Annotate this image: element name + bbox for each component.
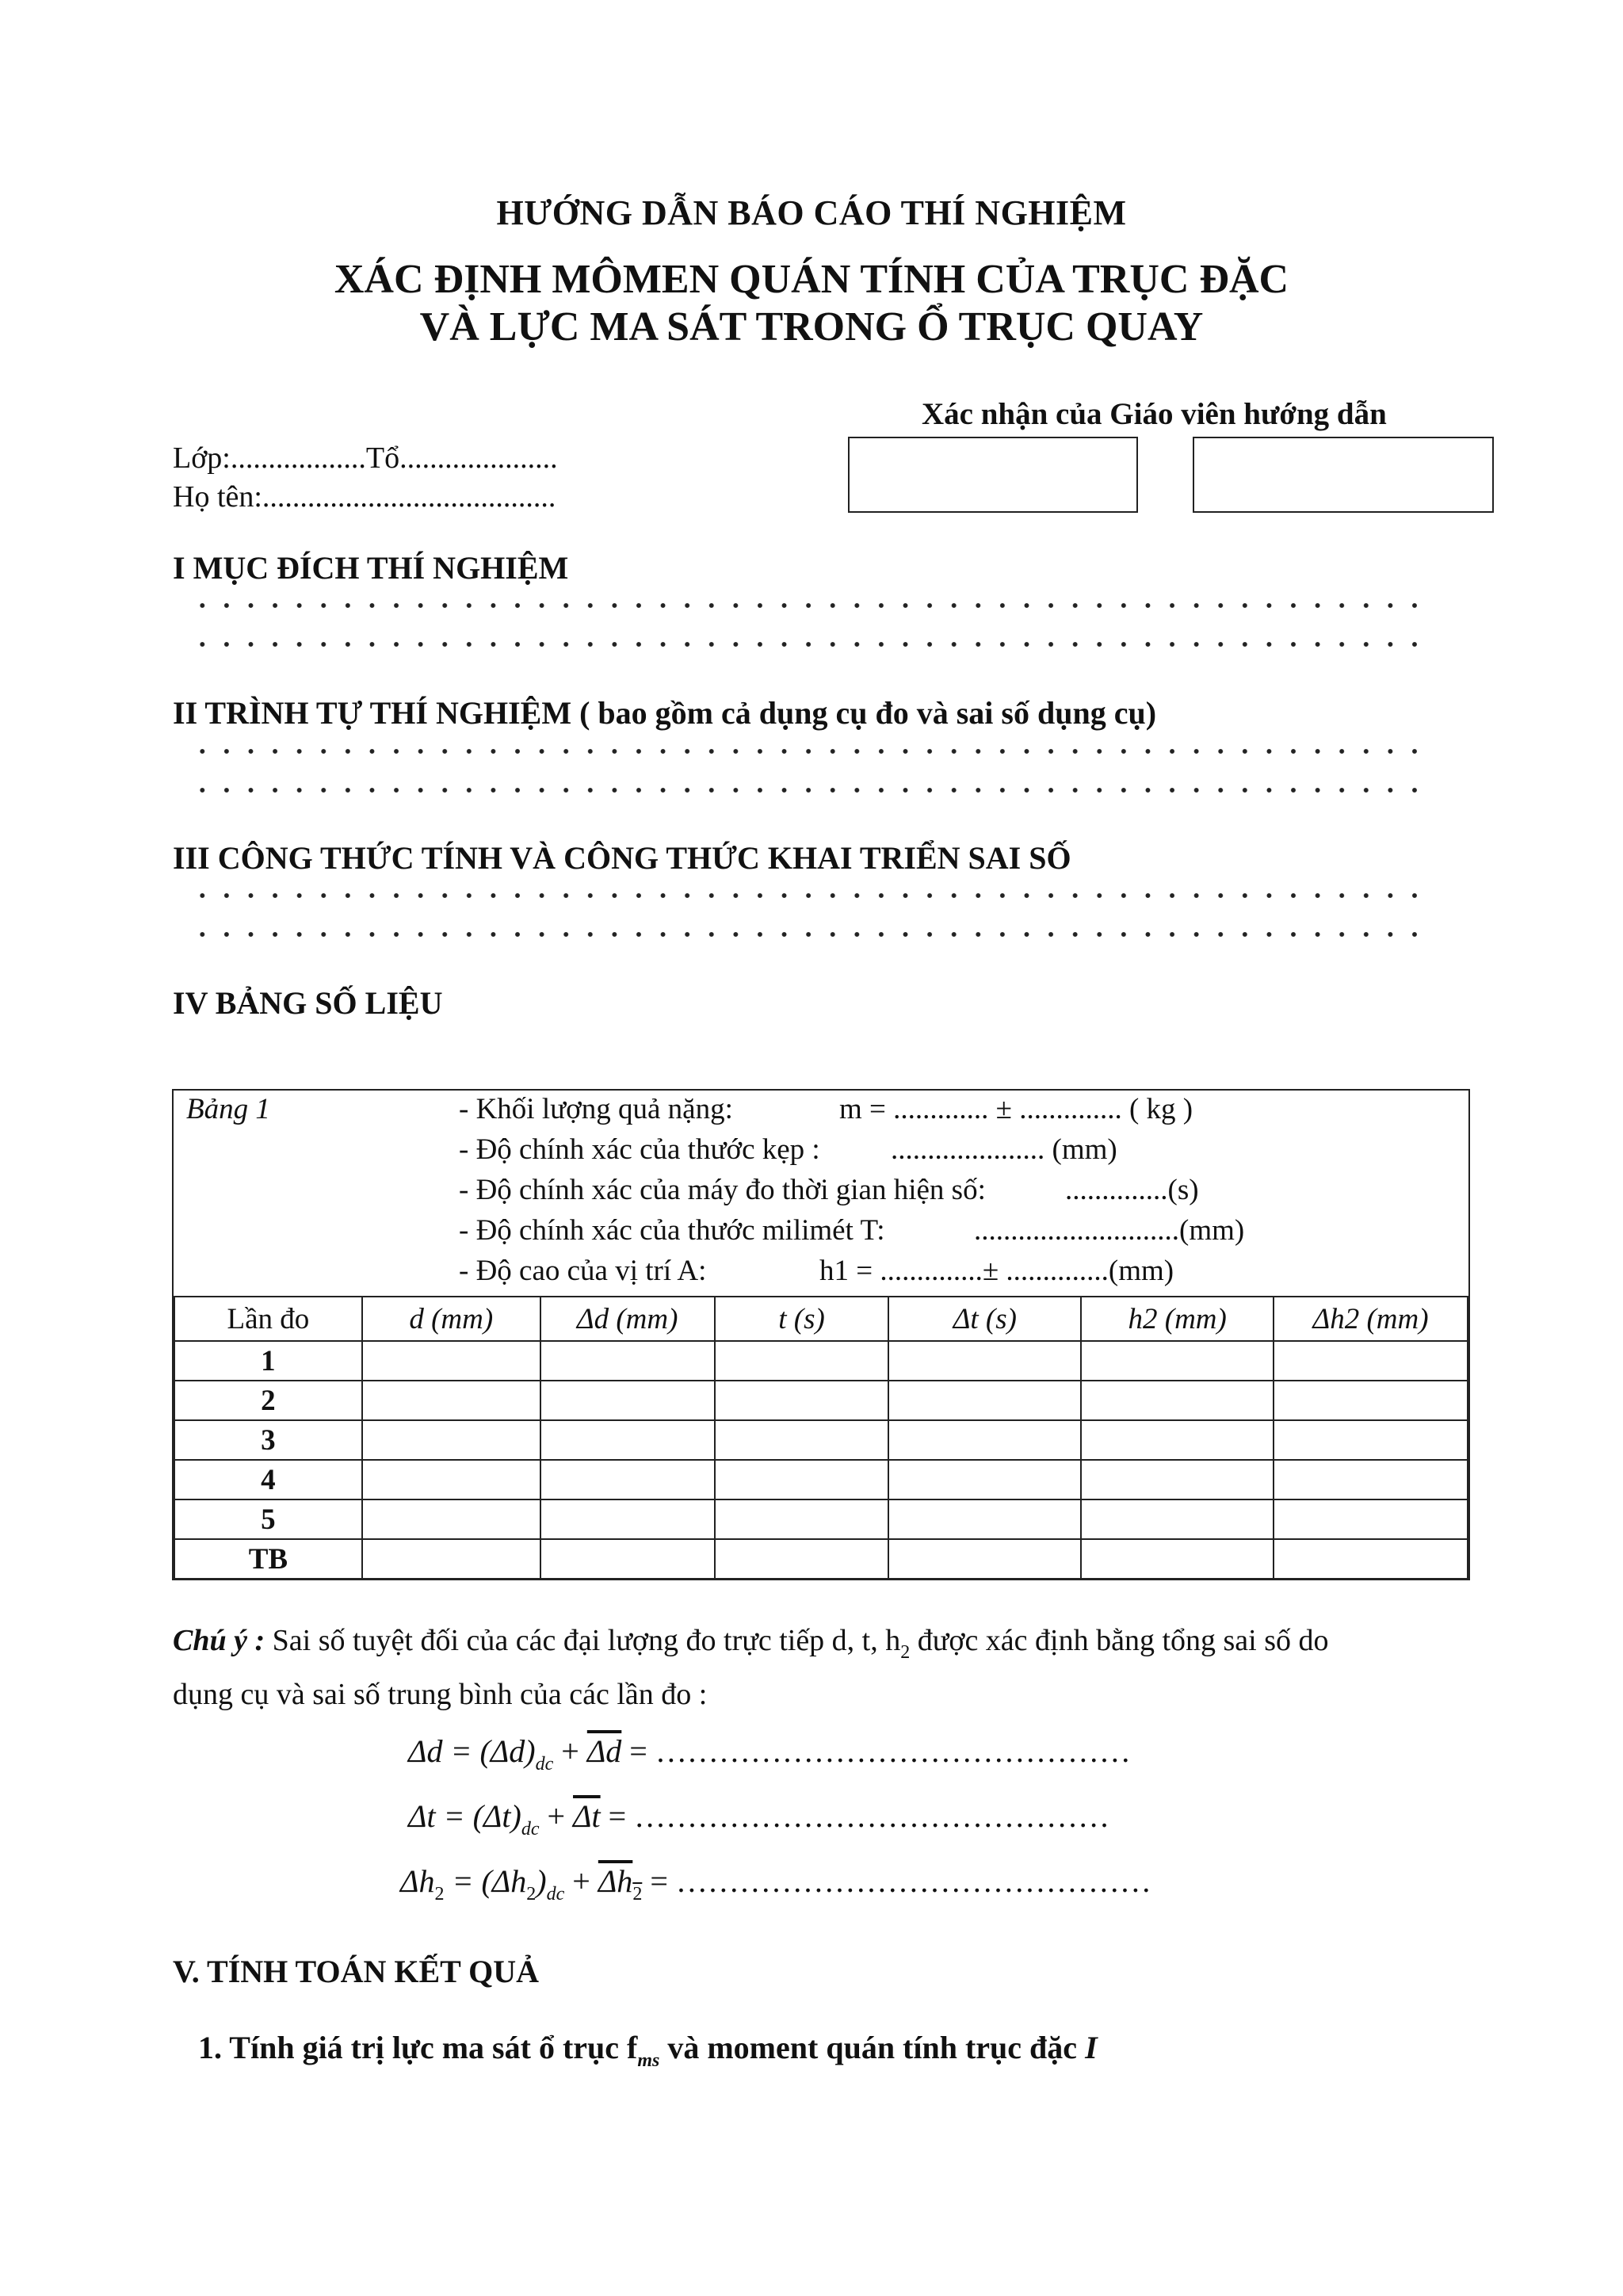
formula-plus: + xyxy=(539,1798,574,1834)
dotted-line xyxy=(190,640,1426,649)
formula-sub: dc xyxy=(546,1884,565,1904)
section-4-heading: IV BẢNG SỐ LIỆU xyxy=(173,985,443,1021)
formula-delta-d xyxy=(408,1733,1131,1775)
table-cell[interactable] xyxy=(1274,1460,1468,1499)
note-text: Sai số tuyệt đối của các đại lượng đo trực tiếp d, t, h xyxy=(265,1624,901,1657)
class-group-field[interactable]: Lớp:..................Tổ..................... xyxy=(173,441,558,475)
info-label-caliper: - Độ chính xác của thước kẹp : xyxy=(459,1133,820,1166)
formula-mean: $\overline{\Delta t}$ xyxy=(573,1798,601,1834)
table-cell[interactable] xyxy=(1274,1381,1468,1420)
table-cell[interactable] xyxy=(1274,1539,1468,1579)
table-cell[interactable] xyxy=(715,1499,889,1539)
table-cell[interactable] xyxy=(362,1341,540,1381)
run-number: 5 xyxy=(174,1499,362,1539)
table-cell[interactable] xyxy=(1081,1381,1274,1420)
run-number: 1 xyxy=(174,1341,362,1381)
table-caption: Bảng 1 xyxy=(186,1093,270,1125)
table-cell[interactable] xyxy=(1081,1420,1274,1460)
table-cell[interactable] xyxy=(1081,1341,1274,1381)
table-cell[interactable] xyxy=(362,1539,540,1579)
table-cell[interactable] xyxy=(715,1381,889,1420)
section-1-heading: I MỤC ĐÍCH THÍ NGHIỆM xyxy=(173,550,569,586)
info-label-height-a: - Độ cao của vị trí A: xyxy=(459,1255,707,1287)
col-header-t: t (s) xyxy=(715,1297,889,1341)
formula-lhs: Δt = (Δt) xyxy=(408,1798,521,1834)
info-value-mass[interactable]: m = ............. ± .............. ( kg ) xyxy=(839,1093,1193,1125)
doc-title-line1: HƯỚNG DẪN BÁO CÁO THÍ NGHIỆM xyxy=(496,193,1127,232)
formula-mid-sub: 2 xyxy=(526,1884,537,1904)
section-5-item-1 xyxy=(198,2029,1098,2072)
dotted-line xyxy=(190,747,1426,756)
section-2-heading: II TRÌNH TỰ THÍ NGHIỆM ( bao gồm cả dụng cụ đo và sai số dụng cụ) xyxy=(173,695,1157,731)
table-row xyxy=(174,1341,1468,1381)
measurement-grid xyxy=(174,1296,1468,1580)
col-header-h2: h2 (mm) xyxy=(1081,1297,1274,1341)
signature-box-2[interactable] xyxy=(1193,437,1494,513)
item-subscript: ms xyxy=(637,2050,660,2071)
run-number: 4 xyxy=(174,1460,362,1499)
formula-blank[interactable]: = ……………………………………… xyxy=(621,1733,1131,1769)
student-name-field[interactable]: Họ tên:....................................... xyxy=(173,480,556,514)
table-cell[interactable] xyxy=(1274,1341,1468,1381)
section-3-heading: III CÔNG THỨC TÍNH VÀ CÔNG THỨC KHAI TRIỂN SAI SỐ xyxy=(173,840,1071,876)
table-cell[interactable] xyxy=(540,1539,715,1579)
table-cell[interactable] xyxy=(362,1460,540,1499)
item-text-tail: và moment quán tính trục đặc xyxy=(659,2030,1086,2065)
formula-lhs: Δh xyxy=(400,1863,435,1899)
info-value-height-a[interactable]: h1 = ..............± ..............(mm) xyxy=(819,1255,1174,1287)
col-header-run: Lần đo xyxy=(174,1297,362,1341)
table-row xyxy=(174,1381,1468,1420)
dotted-line xyxy=(190,930,1426,939)
section-5-heading: V. TÍNH TOÁN KẾT QUẢ xyxy=(173,1954,540,1989)
formula-mean: $\overline{\Delta d}$ xyxy=(586,1733,622,1769)
note-line-2: dụng cụ và sai số trung bình của các lần đo : xyxy=(173,1678,708,1711)
dotted-line xyxy=(190,785,1426,795)
info-label-mass: - Khối lượng quả nặng: xyxy=(459,1093,733,1125)
run-number: 3 xyxy=(174,1420,362,1460)
table-cell[interactable] xyxy=(715,1460,889,1499)
run-number: 2 xyxy=(174,1381,362,1420)
table-cell[interactable] xyxy=(888,1381,1081,1420)
table-cell[interactable] xyxy=(540,1341,715,1381)
table-row xyxy=(174,1539,1468,1579)
info-value-ruler[interactable]: ............................(mm) xyxy=(974,1214,1245,1247)
table-row xyxy=(174,1460,1468,1499)
formula-plus: + xyxy=(553,1733,587,1769)
formula-mean-sub: 2 xyxy=(632,1884,643,1904)
table-cell[interactable] xyxy=(888,1539,1081,1579)
info-value-caliper[interactable]: ..................... (mm) xyxy=(891,1133,1117,1166)
col-header-delta-d: Δd (mm) xyxy=(540,1297,715,1341)
signature-box-1[interactable] xyxy=(848,437,1138,513)
note-text-tail: được xác định bằng tổng sai số do xyxy=(910,1624,1329,1657)
formula-delta-t xyxy=(408,1797,1109,1840)
dotted-line xyxy=(190,891,1426,900)
doc-title-line2: XÁC ĐỊNH MÔMEN QUÁN TÍNH CỦA TRỤC ĐẶC xyxy=(334,257,1289,302)
formula-lhs: Δd = (Δd) xyxy=(408,1733,536,1769)
teacher-confirmation-label: Xác nhận của Giáo viên hướng dẫn xyxy=(922,397,1387,431)
formula-blank[interactable]: = ……………………………………… xyxy=(642,1863,1151,1899)
dotted-line xyxy=(190,601,1426,610)
data-table-1 xyxy=(172,1089,1470,1580)
table-cell[interactable] xyxy=(1274,1499,1468,1539)
table-cell[interactable] xyxy=(540,1420,715,1460)
table-cell[interactable] xyxy=(1081,1539,1274,1579)
table-cell[interactable] xyxy=(362,1499,540,1539)
table-cell[interactable] xyxy=(362,1381,540,1420)
table-cell[interactable] xyxy=(715,1420,889,1460)
info-label-timer: - Độ chính xác của máy đo thời gian hiện số: xyxy=(459,1174,986,1206)
table-cell[interactable] xyxy=(1081,1460,1274,1499)
formula-blank[interactable]: = ……………………………………… xyxy=(600,1798,1110,1834)
table-cell[interactable] xyxy=(362,1420,540,1460)
formula-plus: + xyxy=(564,1863,598,1899)
formula-mid: = (Δh xyxy=(444,1863,527,1899)
formula-delta-h2 xyxy=(400,1862,1151,1905)
table-cell[interactable] xyxy=(715,1539,889,1579)
table-cell[interactable] xyxy=(1081,1499,1274,1539)
formula-lhs-sub: 2 xyxy=(434,1884,445,1904)
col-header-delta-t: Δt (s) xyxy=(888,1297,1081,1341)
item-variable: I xyxy=(1085,2030,1098,2065)
table-cell[interactable] xyxy=(888,1420,1081,1460)
note-label: Chú ý : xyxy=(173,1624,265,1657)
run-number: TB xyxy=(174,1539,362,1579)
table-cell[interactable] xyxy=(540,1499,715,1539)
note-subscript: 2 xyxy=(900,1642,911,1663)
table-cell[interactable] xyxy=(888,1341,1081,1381)
table-cell[interactable] xyxy=(715,1341,889,1381)
formula-sub: dc xyxy=(535,1754,554,1775)
formula-close: ) xyxy=(536,1863,547,1899)
table-cell[interactable] xyxy=(888,1499,1081,1539)
formula-sub: dc xyxy=(521,1819,540,1839)
table-row xyxy=(174,1499,1468,1539)
info-label-ruler: - Độ chính xác của thước milimét T: xyxy=(459,1214,885,1247)
table-row xyxy=(174,1420,1468,1460)
table-cell[interactable] xyxy=(540,1381,715,1420)
item-text: 1. Tính giá trị lực ma sát ổ trục f xyxy=(198,2030,638,2065)
formula-mean: $\overline{\Delta h}$ xyxy=(598,1863,633,1899)
col-header-d: d (mm) xyxy=(362,1297,540,1341)
doc-title-line3: VÀ LỰC MA SÁT TRONG Ổ TRỤC QUAY xyxy=(419,304,1204,350)
col-header-delta-h2: Δh2 (mm) xyxy=(1274,1297,1468,1341)
table-cell[interactable] xyxy=(888,1460,1081,1499)
table-cell[interactable] xyxy=(1274,1420,1468,1460)
note-line-1 xyxy=(173,1623,1329,1664)
info-value-timer[interactable]: ..............(s) xyxy=(1065,1174,1199,1206)
table-cell[interactable] xyxy=(540,1460,715,1499)
